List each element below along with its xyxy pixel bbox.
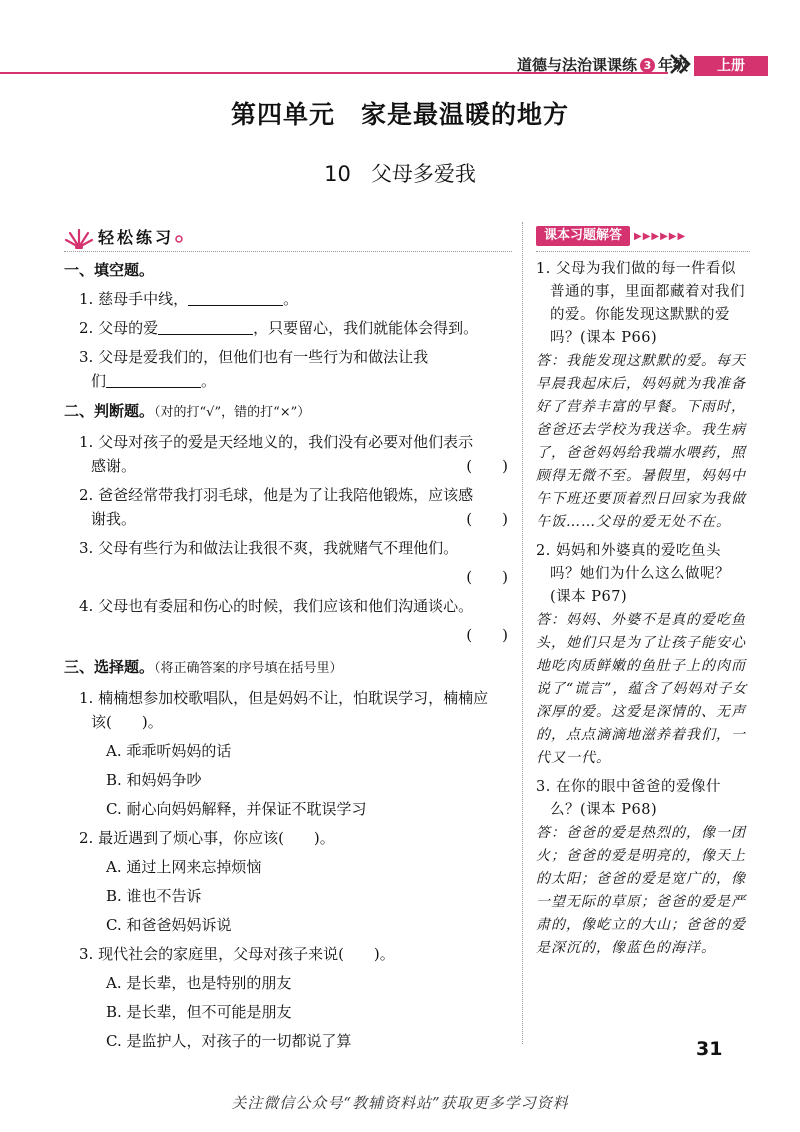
textbook-question-3: 3. 在你的眼中爸爸的爱像什么？(课本 P68) [536, 779, 721, 818]
answers-label: 课本习题解答 [536, 226, 630, 246]
judge-note: （对的打“√”，错的打“×”） [154, 405, 311, 420]
column-divider [522, 222, 523, 1044]
choice-option[interactable]: A. 通过上网来忘掉烦恼 [106, 858, 262, 876]
choice-option[interactable]: C. 是监护人，对孩子的一切都说了算 [106, 1032, 352, 1050]
choice-option[interactable]: B. 谁也不告诉 [106, 887, 202, 905]
choice-option[interactable]: C. 耐心向妈妈解释，并保证不耽误学习 [106, 800, 367, 818]
choice-option[interactable]: A. 是长辈，也是特别的朋友 [106, 974, 292, 992]
grade-number: 3 [640, 58, 655, 73]
lesson-name: 父母多爱我 [370, 162, 476, 186]
choice-option[interactable]: B. 和妈妈争吵 [106, 771, 202, 789]
judge-item-2-cont: 谢我。 ( ) [64, 507, 512, 531]
textbook-answer-3: 答：爸爸的爱是热烈的，像一团火；爸爸的爱是明亮的，像天上的太阳；爸爸的爱是宽广的，像一望无际的草原；爸爸的爱是严肃的，像屹立的大山；爸爸的爱是深沉的，像蓝色的海洋。 [536, 825, 746, 956]
page-number: 31 [696, 1038, 723, 1060]
choice-option[interactable]: A. 乖乖听妈妈的话 [106, 742, 232, 760]
choice-q1: 1. 楠楠想参加校歌唱队，但是妈妈不让，怕耽误学习，楠楠应 [79, 689, 489, 707]
answer-paren[interactable]: ( ) [466, 626, 508, 644]
answer-paren[interactable]: ( ) [466, 510, 508, 528]
textbook-answer-2: 答：妈妈、外婆不是真的爱吃鱼头，她们只是为了让孩子能安心地吃肉质鲜嫩的鱼肚子上的肉而说了“谎言”，蕴含了妈妈对子女深厚的爱。这爱是深情的、无声的，点点滴滴地滋养着我们，一代又一代。 [536, 612, 748, 766]
answer-blank[interactable] [188, 289, 283, 306]
judge-item-3: 3. 父母有些行为和做法让我很不爽，我就赌气不理他们。 [79, 539, 459, 557]
answer-blank[interactable] [106, 371, 201, 388]
textbook-answer-1: 答：我能发现这默默的爱。每天早晨我起床后，妈妈就为我准备好了营养丰富的早餐。下雨时，爸爸还去学校为我送伞。我生病了，爸爸妈妈给我端水喂药，照顾得无微不至。暑假里，妈妈中午下班还要顶着烈日回家为我做午饭……父母的爱无处不在。 [536, 353, 746, 530]
judge-item-1-cont: 感谢。 ( ) [64, 454, 512, 478]
volume-tab: 上册 [694, 56, 768, 76]
judge-item-4: 4. 父母也有委屈和伤心的时候，我们应该和他们沟通谈心。 [79, 597, 474, 615]
choice-option[interactable]: B. 是长辈，但不可能是朋友 [106, 1003, 292, 1021]
choice-option[interactable]: C. 和爸爸妈妈诉说 [106, 916, 232, 934]
lesson-number: 10 [324, 162, 351, 186]
textbook-question-1: 1. 父母为我们做的每一件看似普通的事，里面都藏着对我们的爱。你能发现这默默的爱吗？(课本 P66) [536, 261, 745, 346]
choice-heading: 三、选择题。（将正确答案的序号填在括号里） [64, 658, 343, 676]
answer-paren[interactable]: ( ) [466, 457, 508, 475]
fill-item-2: 2. 父母的爱 ，只要留心，我们就能体会得到。 [79, 319, 479, 337]
double-chevron-icon [668, 52, 694, 76]
choice-q3: 3. 现代社会的家庭里，父母对孩子来说( )。 [79, 945, 395, 963]
answers-header [536, 225, 750, 247]
choice-note: （将正确答案的序号填在括号里） [154, 661, 343, 676]
footer-note: 关注微信公众号“教辅资料站”获取更多学习资料 [231, 1094, 569, 1112]
fill-heading: 一、填空题。 [64, 261, 155, 279]
judge-item-2: 2. 爸爸经常带我打羽毛球，他是为了让我陪他锻炼，应该感 [79, 486, 474, 504]
grade-suffix: 年级 [657, 56, 688, 74]
textbook-question-2: 2. 妈妈和外婆真的爱吃鱼头吗？她们为什么这么做呢？(课本 P67) [536, 543, 730, 605]
answer-blank[interactable] [158, 318, 253, 335]
ring-icon [174, 233, 184, 243]
sunburst-icon [64, 227, 94, 249]
practice-header [64, 225, 512, 251]
choice-q1-cont: 该( )。 [91, 713, 163, 731]
answers-divider [536, 251, 750, 252]
lesson-title [0, 158, 800, 188]
answer-paren[interactable]: ( ) [466, 568, 508, 586]
fill-item-1: 1. 慈母手中线， 。 [79, 290, 299, 308]
header-series [517, 54, 688, 75]
answers-column [536, 225, 750, 960]
fill-item-3: 3. 父母是爱我们的，但他们也有一些行为和做法让我 [79, 348, 429, 366]
unit-title: 第四单元 家是最温暖的地方 [230, 100, 569, 129]
arrow-triangles-icon: ▶▶▶▶▶▶ [634, 230, 687, 242]
practice-column [64, 225, 512, 1053]
fill-item-3-cont: 们 。 [91, 372, 217, 390]
judge-item-1: 1. 父母对孩子的爱是天经地义的，我们没有必要对他们表示 [79, 433, 474, 451]
practice-label: 轻松练习 [98, 228, 175, 247]
judge-heading: 二、判断题。（对的打“√”，错的打“×”） [64, 402, 311, 420]
series-title: 道德与法治课课练 [516, 56, 637, 74]
practice-divider [64, 251, 512, 252]
choice-q2: 2. 最近遇到了烦心事，你应该( )。 [79, 829, 335, 847]
